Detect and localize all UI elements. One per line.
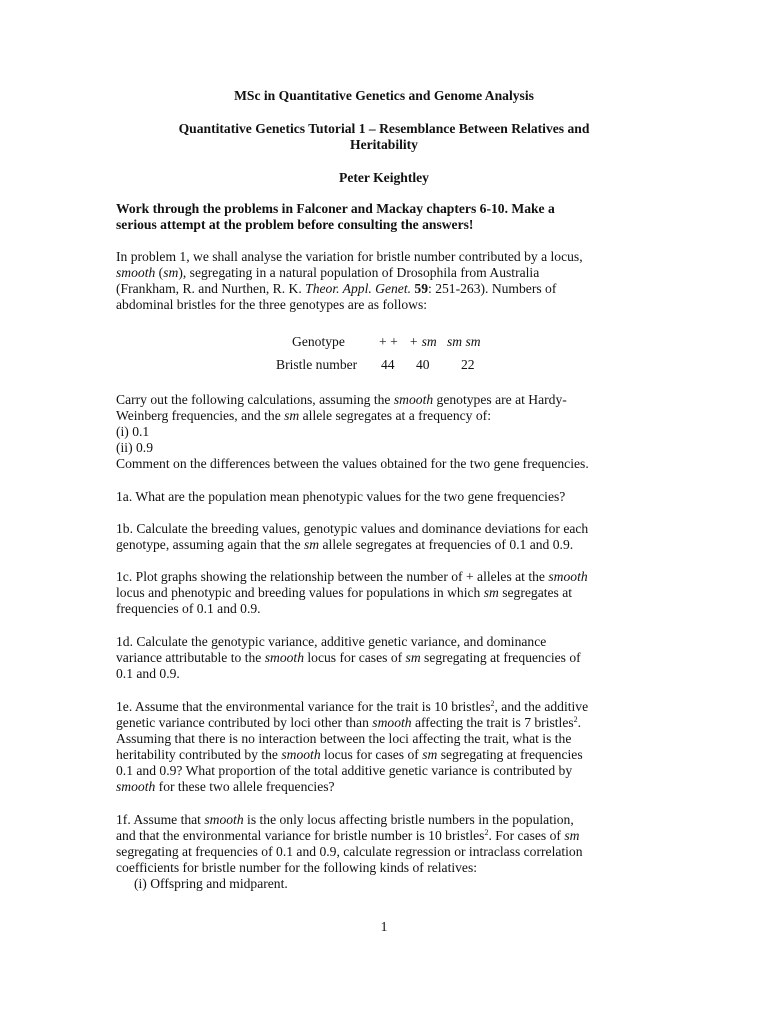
calc-line-5: Comment on the differences between the values obtained for the two gene frequencies. xyxy=(116,456,589,471)
programme-title: MSc in Quantitative Genetics and Genome Analysis xyxy=(234,88,534,103)
page-number: 1 xyxy=(380,919,388,934)
calc-line-3: (i) 0.1 xyxy=(116,424,150,439)
bristle-number-label: Bristle number xyxy=(276,357,358,372)
question-1f-line-1: 1f. Assume that smooth is the only locus affecting bristle numbers in the population, xyxy=(116,812,574,827)
question-1f-line-2: and that the environmental variance for bristle number is 10 bristles$^2$. For cases of sm xyxy=(116,828,580,843)
intro-line-3: (Frankham, R. and Nurthen, R. K. Theor. Appl. Genet. 59: 251-263). Numbers of xyxy=(116,281,557,296)
question-1e-line-2: genetic variance contributed by loci other than smooth affecting the trait is 7 bristles$^2$. xyxy=(116,715,582,730)
question-1d-line-3: 0.1 and 0.9. xyxy=(116,666,180,681)
question-1f-line-5: (i) Offspring and midparent. xyxy=(134,876,288,891)
tutorial-title-line-1: Quantitative Genetics Tutorial 1 – Resemblance Between Relatives and xyxy=(178,121,590,136)
intro-line-2: smooth (sm), segregating in a natural population of Drosophila from Australia xyxy=(116,265,540,280)
genotype-header: Genotype xyxy=(292,334,345,349)
question-1e-line-5: 0.1 and 0.9? What proportion of the total additive genetic variance is contributed by xyxy=(116,763,573,778)
instruction-line-1: Work through the problems in Falconer and Mackay chapters 6-10. Make a xyxy=(116,201,555,216)
question-1c-line-2: locus and phenotypic and breeding values for populations in which sm segregates at xyxy=(116,585,573,600)
question-1b-line-2: genotype, assuming again that the sm allele segregates at frequencies of 0.1 and 0.9. xyxy=(116,537,574,552)
author-name: Peter Keightley xyxy=(339,170,429,185)
question-1c-line-1: 1c. Plot graphs showing the relationship between the number of + alleles at the smooth xyxy=(116,569,588,584)
question-1a: 1a. What are the population mean phenotypic values for the two gene frequencies? xyxy=(116,489,566,504)
instruction-line-2: serious attempt at the problem before consulting the answers! xyxy=(116,217,474,232)
question-1b-line-1: 1b. Calculate the breeding values, genotypic values and dominance deviations for each xyxy=(116,521,589,536)
tutorial-title-line-2: Heritability xyxy=(350,137,418,152)
question-1e-line-6: smooth for these two allele frequencies? xyxy=(116,779,335,794)
question-1d-line-2: variance attributable to the smooth locus for cases of sm segregating at frequencies of xyxy=(116,650,581,665)
intro-line-4: abdominal bristles for the three genotypes are as follows: xyxy=(116,297,428,312)
question-1e-line-4: heritability contributed by the smooth locus for cases of sm segregating at frequencies xyxy=(116,747,583,762)
bristle-value-1: 44 xyxy=(381,357,395,372)
genotype-col-3: sm sm xyxy=(447,334,481,349)
bristle-value-2: 40 xyxy=(416,357,430,372)
question-1e-line-1: 1e. Assume that the environmental variance for the trait is 10 bristles$^2$, and the additive xyxy=(116,699,589,714)
question-1f-line-4: coefficients for bristle number for the following kinds of relatives: xyxy=(116,860,478,875)
calc-line-4: (ii) 0.9 xyxy=(116,440,153,455)
question-1d-line-1: 1d. Calculate the genotypic variance, additive genetic variance, and dominance xyxy=(116,634,547,649)
question-1c-line-3: frequencies of 0.1 and 0.9. xyxy=(116,601,261,616)
question-1e-line-3: Assuming that there is no interaction between the loci affecting the trait, what is the xyxy=(116,731,572,746)
bristle-value-3: 22 xyxy=(461,357,475,372)
genotype-col-1: + + xyxy=(379,334,398,349)
question-1f-line-3: segregating at frequencies of 0.1 and 0.9, calculate regression or intraclass correlation xyxy=(116,844,583,859)
intro-line-1: In problem 1, we shall analyse the variation for bristle number contributed by a locus, xyxy=(116,249,583,264)
calc-line-1: Carry out the following calculations, assuming the smooth genotypes are at Hardy- xyxy=(116,392,567,407)
genotype-col-2: + sm xyxy=(409,334,437,349)
calc-line-2: Weinberg frequencies, and the sm allele segregates at a frequency of: xyxy=(116,408,491,423)
